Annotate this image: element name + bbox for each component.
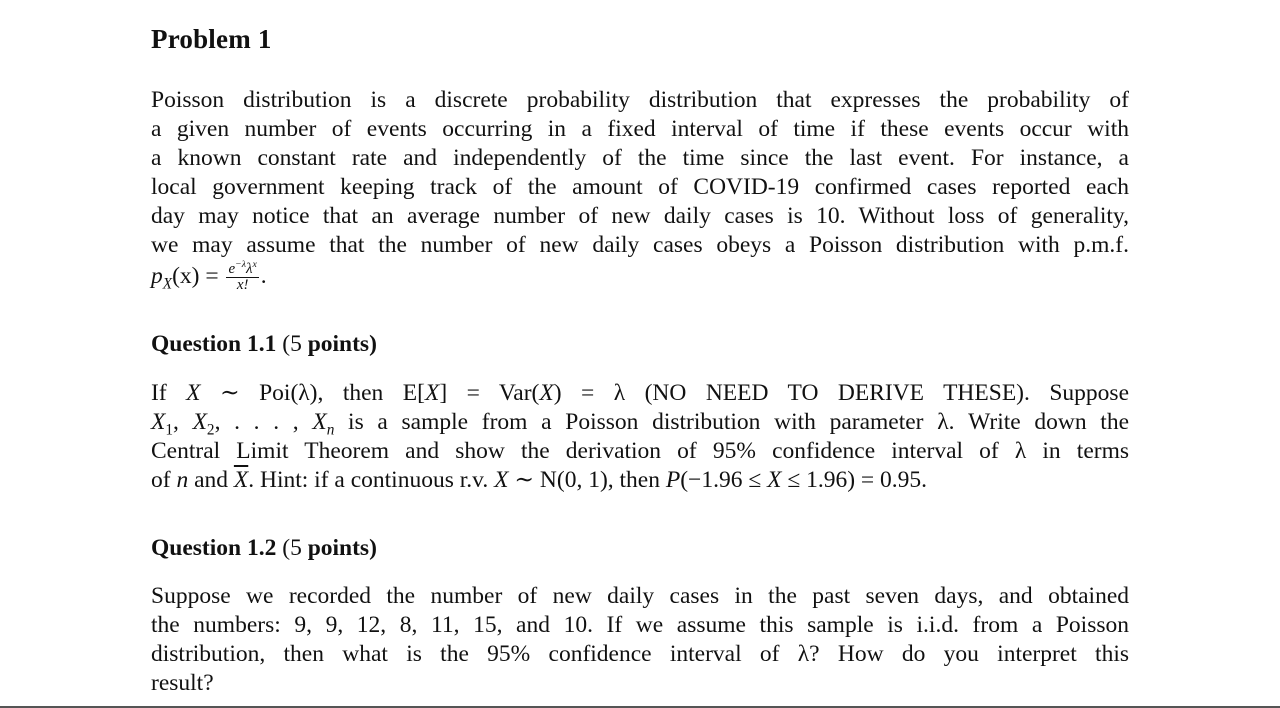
points-value: 5 — [290, 331, 302, 357]
pmf-lhs: p — [151, 263, 163, 289]
intro-line: a given number of events occurring in a fixed interval of time if these events occur with — [151, 116, 1129, 142]
pmf-numerator: $e^{-\lambda}\lambda^x$ — [228, 259, 257, 278]
intro-line: a known constant rate and independently of the time since the last event. For instance, a — [151, 145, 1129, 171]
pmf-sub: X — [162, 275, 173, 293]
question-1-1-body — [151, 379, 1129, 495]
pmf-formula — [151, 259, 1129, 294]
points-value: 5 — [290, 535, 302, 561]
question-1-1-heading: Question 1.1 (5 points) — [151, 331, 377, 357]
question-1-2-heading: Question 1.2 (5 points) — [151, 535, 377, 561]
q2-line: Suppose we recorded the number of new daily cases in the past seven days, and obtained — [151, 583, 1129, 609]
intro-line: Poisson distribution is a discrete probability distribution that expresses the probability of — [151, 87, 1129, 113]
intro-line: local government keeping track of the amount of COVID-19 confirmed cases reported each — [151, 174, 1129, 200]
q1-line: If X ∼ Poi(λ), then E[X] = Var(X) = λ (NO NEED TO DERIVE THESE). Suppose — [151, 380, 1129, 406]
q2-line: result? — [151, 670, 214, 696]
q2-line: the numbers: 9, 9, 12, 8, 11, 15, and 10. If we assume this sample is i.i.d. from a Poisson — [151, 612, 1129, 638]
q1-line: Central Limit Theorem and show the derivation of 95% confidence interval of λ in terms — [151, 438, 1129, 464]
q2-line: distribution, then what is the 95% confidence interval of λ? How do you interpret this — [151, 641, 1129, 667]
intro-line: we may assume that the number of new daily cases obeys a Poisson distribution with p.m.f. — [151, 232, 1129, 258]
question-1-2-body — [151, 582, 1129, 698]
pmf-denominator: x! — [236, 277, 249, 294]
intro-line: day may notice that an average number of new daily cases is 10. Without loss of generality, — [151, 203, 1129, 229]
intro-paragraph — [151, 86, 1129, 293]
pmf-fraction — [226, 259, 258, 294]
q1-line: $X_1$, $X_2$, . . . , $X_n$ is a sample from a Poisson distribution with parameter λ. Write down the — [151, 409, 1130, 439]
q1-line: of n and $\overline{X}$. Hint: if a continuous r.v. X ∼ N(0, 1), then P(−1.96 ≤ X ≤ 1.96) = 0.95. — [151, 467, 928, 493]
pmf-arg: (x) = — [172, 263, 219, 289]
problem-title: Problem 1 — [151, 24, 272, 54]
pmf-end: . — [260, 263, 267, 289]
